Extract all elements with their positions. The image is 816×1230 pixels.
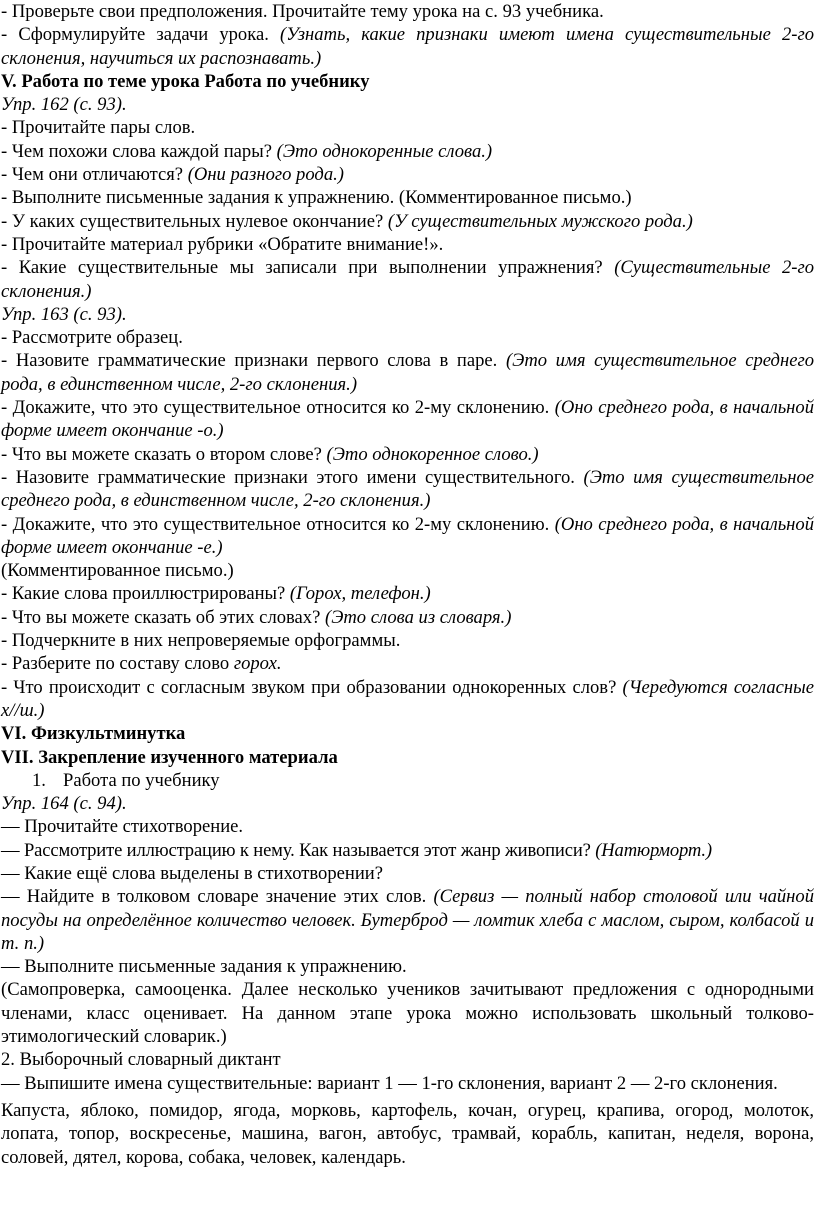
paragraph [1, 839, 814, 862]
section-heading [1, 746, 814, 769]
numbered-list-item [1, 769, 814, 792]
answer-text: (Это однокоренные слова.) [276, 140, 493, 162]
exercise-ref [1, 303, 814, 326]
exercise-ref [1, 93, 814, 116]
text: - Назовите грамматические признаки этого имени существительного. [1, 466, 584, 488]
answer-text: (Горох, телефон.) [289, 583, 431, 605]
section-heading [1, 70, 814, 93]
exercise-ref-text: Упр. 164 (с. 94). [1, 793, 127, 815]
exercise-ref-text: Упр. 162 (с. 93). [1, 94, 127, 116]
text: — Выпишите имена существительные: вариант 1 — 1-го склонения, вариант 2 — 2-го склонения. [1, 1072, 778, 1094]
heading-text: VII. Закрепление изученного материала [1, 746, 338, 768]
paragraph [1, 652, 814, 675]
text: - Сформулируйте задачи урока. [1, 24, 281, 46]
answer-text: (Чередуются согласные х//ш.) [1, 676, 814, 721]
answer-text: (Оно среднего рода, в начальной форме имеет окончание -е.) [1, 513, 814, 558]
answer-text: (Это однокоренное слово.) [326, 443, 539, 465]
text: - Подчеркните в них непроверяемые орфограммы. [1, 630, 401, 652]
paragraph [1, 606, 814, 629]
paragraph [1, 559, 814, 582]
text: — Выполните письменные задания к упражнению. [1, 956, 407, 978]
paragraph [1, 1072, 814, 1095]
paragraph [1, 978, 814, 1048]
text: 2. Выборочный словарный диктант [1, 1049, 281, 1071]
text: - Что вы можете сказать об этих словах? [1, 606, 326, 628]
paragraph [1, 629, 814, 652]
text: - Прочитайте материал рубрики «Обратите внимание!». [1, 233, 444, 255]
text: - Чем похожи слова каждой пары? [1, 140, 277, 162]
paragraph [1, 349, 814, 396]
paragraph [1, 815, 814, 838]
paragraph [1, 466, 814, 513]
answer-text: (Они разного рода.) [187, 164, 344, 186]
paragraph [1, 885, 814, 955]
text: - Рассмотрите образец. [1, 327, 183, 349]
paragraph [1, 163, 814, 186]
answer-text: (Натюрморт.) [595, 839, 712, 861]
paragraph [1, 513, 814, 560]
paragraph [1, 676, 814, 723]
answer-text: (Это слова из словаря.) [325, 606, 512, 628]
paragraph [1, 582, 814, 605]
heading-text: V. Работа по теме урока Работа по учебнику [1, 70, 370, 92]
heading-text: VI. Физкультминутка [1, 723, 186, 745]
text: - Чем они отличаются? [1, 164, 188, 186]
paragraph [1, 233, 814, 256]
text: - Выполните письменные задания к упражнению. (Комментированное письмо.) [1, 187, 632, 209]
text: - Докажите, что это существительное относится ко 2-му склонению. [1, 513, 555, 535]
paragraph [1, 140, 814, 163]
text: - Какие существительные мы записали при выполнении упражнения? [1, 257, 615, 279]
section-heading [1, 722, 814, 745]
text: - Разберите по составу слово [1, 653, 234, 675]
text: - Докажите, что это существительное относится ко 2-му склонению. [1, 397, 555, 419]
text: — Какие ещё слова выделены в стихотворении? [1, 862, 384, 884]
answer-text: горох. [233, 653, 282, 675]
list-number: 1. [32, 769, 46, 791]
answer-text: (Это имя существительное среднего рода, в единственном числе, 2-го склонения.) [1, 466, 814, 512]
text: - У каких существительных нулевое окончание? [1, 210, 388, 232]
text: - Прочитайте пары слов. [1, 117, 196, 139]
text: Капуста, яблоко, помидор, ягода, морковь, картофель, кочан, огурец, крапива, огород, молоток, лопата, топор, воскресенье, машина, вагон, автобус, трамвай, корабль, капитан, неделя, ворона, соловей, дятел, корова, собака, человек, календарь. [1, 1099, 814, 1168]
paragraph [1, 955, 814, 978]
paragraph [1, 1099, 814, 1169]
paragraph [1, 23, 814, 70]
text: Работа по учебнику [63, 769, 220, 791]
answer-text: (Это имя существительное среднего рода, в единственном числе, 2-го склонения.) [1, 350, 814, 395]
text: (Самопроверка, самооценка. Далее несколько учеников зачитывают предложения с однородными членами, класс оценивает. На данном этапе урока можно использовать школьный толково-этимологический словарик.) [1, 979, 814, 1048]
answer-text: (У существительных мужского рода.) [387, 210, 693, 232]
paragraph [1, 1048, 814, 1071]
paragraph [1, 0, 814, 23]
paragraph [1, 116, 814, 139]
answer-text: (Узнать, какие признаки имеют имена существительные 2-го склонения, научиться их распознавать.) [1, 24, 814, 69]
answer-text: (Сервиз — полный набор столовой или чайной посуды на определённое количество человек. Бутерброд — ломтик хлеба с маслом, сыром, колбасой и т. п.) [1, 886, 814, 954]
exercise-ref-text: Упр. 163 (с. 93). [1, 303, 127, 325]
text: - Проверьте свои предположения. Прочитайте тему урока на с. 93 учебника. [1, 1, 604, 22]
paragraph [1, 862, 814, 885]
paragraph [1, 396, 814, 443]
text: - Что вы можете сказать о втором слове? [1, 443, 327, 465]
paragraph [1, 443, 814, 466]
exercise-ref [1, 792, 814, 815]
paragraph [1, 326, 814, 349]
text: - Что происходит с согласным звуком при образовании однокоренных слов? [1, 676, 623, 698]
paragraph [1, 186, 814, 209]
answer-text: (Существительные 2-го склонения.) [1, 257, 814, 302]
text: — Рассмотрите иллюстрацию к нему. Как называется этот жанр живописи? [1, 839, 596, 861]
text: — Найдите в толковом словаре значение этих слов. [1, 886, 434, 908]
text: — Прочитайте стихотворение. [1, 816, 244, 838]
paragraph [1, 210, 814, 233]
paragraph [1, 256, 814, 303]
text: (Комментированное письмо.) [1, 560, 234, 582]
text: - Какие слова проиллюстрированы? [1, 583, 290, 605]
answer-text: (Оно среднего рода, в начальной форме имеет окончание -о.) [1, 397, 814, 442]
text: - Назовите грамматические признаки первого слова в паре. [1, 350, 506, 372]
